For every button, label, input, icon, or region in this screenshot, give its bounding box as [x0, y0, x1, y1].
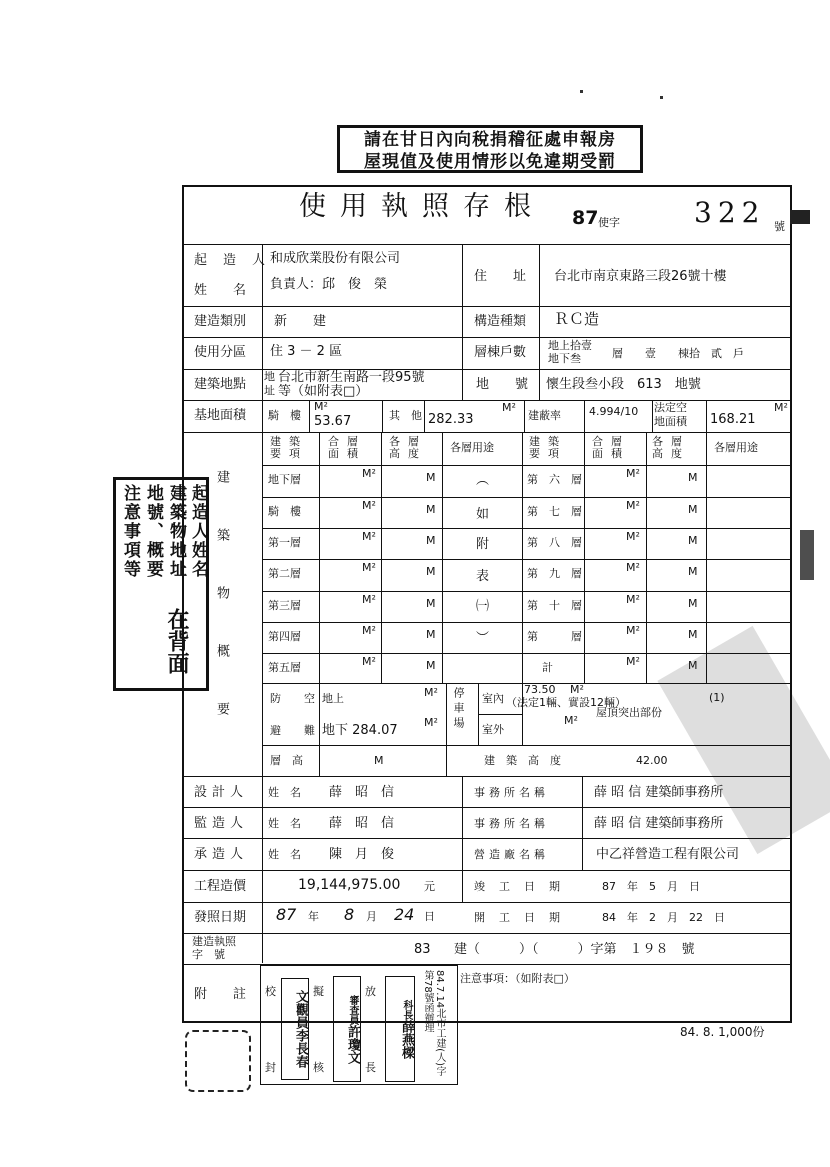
draft-label: 擬	[313, 985, 324, 998]
col-area-left: 合層面積	[328, 435, 366, 460]
unit-m2: M²	[362, 467, 376, 480]
issue-day-unit: 日	[424, 910, 435, 923]
parking-label: 停車場	[452, 687, 465, 732]
parking-note: （法定1輛、實設12輛）	[506, 696, 626, 709]
row-left-2: 第一層	[268, 536, 301, 549]
stamp-col-2: 建築物地址	[166, 484, 186, 579]
building-section-label: 建築物概要	[214, 470, 229, 760]
approval-seal-block	[260, 965, 458, 1085]
unit-m: M	[426, 503, 436, 516]
lot-value: 懷生段叁小段 613 地號	[546, 377, 701, 392]
unit-m2: M²	[570, 683, 584, 696]
build-type-label: 建造類別	[194, 314, 247, 329]
designer-name: 薛 昭 信	[329, 785, 395, 800]
open-space-label-1: 法定空	[654, 401, 687, 414]
other-value: 282.33	[428, 412, 474, 427]
unit-m2: M²	[362, 561, 376, 574]
roof-number: (1)	[709, 691, 725, 704]
roof-label: 屋頂突出部份	[596, 706, 662, 719]
floors-above: 地上拾壹	[548, 339, 592, 352]
applicant-name-label: 姓名	[194, 283, 273, 298]
coverage-value: 4.994/10	[589, 405, 639, 418]
chief-label: 長	[365, 1061, 376, 1074]
parking-outdoor-label: 室外	[482, 723, 504, 736]
open-space-value: 168.21	[710, 412, 756, 427]
permit-ref-text: 建（ ）（ ）字第 １９８ 號	[454, 942, 695, 957]
build-type-value: 新 建	[274, 314, 327, 329]
notice-line-2: 屋現值及使用情形以免違期受罰	[364, 152, 616, 172]
attach-side-note: 84.7.14北市工建(人)字第78號函辦理	[422, 970, 445, 1076]
building-height-label: 建 築 高 度	[484, 754, 561, 767]
applicant-label: 起造人	[194, 253, 282, 268]
unit-m2: M²	[626, 593, 640, 606]
lot-label: 地 號	[476, 377, 529, 392]
row-left-6: 第五層	[268, 661, 301, 674]
unit-m2: M²	[626, 499, 640, 512]
scan-noise	[800, 530, 814, 580]
permit-suffix: 號	[774, 220, 785, 233]
use-mark-5: ︶	[476, 631, 490, 646]
unit-m2: M²	[424, 716, 438, 729]
row-right-1: 第 七 層	[527, 505, 582, 518]
col-area-right: 合層面積	[592, 435, 630, 460]
contractor-name: 陳 月 俊	[329, 847, 395, 862]
seal-reviewer-name: 許瓊文	[345, 1024, 360, 1064]
unit-m2: M²	[362, 499, 376, 512]
site-prefix-2: 址	[264, 384, 275, 397]
row-left-5: 第四層	[268, 630, 301, 643]
use-mark-2: 附	[476, 537, 490, 552]
site-label: 建築地點	[194, 377, 247, 392]
issue-year-unit: 年	[308, 910, 319, 923]
use-mark-1: 如	[476, 507, 490, 522]
permit-label-1: 建造執照	[192, 935, 236, 948]
arcade-value: 53.67	[314, 414, 352, 429]
cost-unit: 元	[424, 880, 435, 893]
floors-rest: 層 壹 棟拾 貳 戶	[612, 347, 744, 360]
site-address-2: 等（如附表□）	[278, 384, 369, 399]
issue-day: 24	[394, 905, 415, 924]
cost-label: 工程造價	[194, 879, 247, 894]
start-date-value: 84 年 2 月 22 日	[602, 911, 725, 924]
unit-m: M	[688, 534, 698, 547]
contractor-office-label: 營造廠名稱	[474, 848, 549, 861]
seal-chief-title: 科長	[401, 999, 412, 1020]
unit-m2: M²	[626, 624, 640, 637]
open-space-unit: M²	[774, 401, 788, 414]
issue-date-label: 發照日期	[194, 910, 247, 925]
unit-m2: M²	[362, 655, 376, 668]
unit-m: M	[426, 534, 436, 547]
scan-mark	[580, 90, 583, 93]
unit-m2: M²	[626, 655, 640, 668]
building-height-value: 42.00	[636, 754, 668, 767]
structure-label: 構造種類	[474, 314, 527, 329]
shelter-label-2: 避 難	[270, 724, 321, 737]
issue-year: 87	[276, 905, 297, 924]
unit-m: M	[426, 471, 436, 484]
supervisor-name-label: 姓 名	[268, 817, 301, 830]
unit-m: M	[426, 659, 436, 672]
unit-m: M	[688, 628, 698, 641]
structure-value: ＲＣ造	[554, 310, 600, 328]
permit-char-label: 使字	[598, 216, 620, 229]
check-label: 校	[265, 985, 276, 998]
contractor-role: 承造人	[194, 847, 249, 862]
row-left-3: 第二層	[268, 567, 301, 580]
scan-noise	[790, 210, 810, 224]
col-use-left: 各層用途	[450, 441, 494, 454]
unit-m: M	[688, 471, 698, 484]
unit-m: M	[688, 659, 698, 672]
shelter-above: 地上	[322, 692, 344, 705]
unit-m: M	[688, 565, 698, 578]
contractor-name-label: 姓 名	[268, 848, 301, 861]
designer-office-label: 事務所名稱	[474, 786, 549, 799]
permit-label-2: 字 號	[192, 948, 225, 961]
supervisor-role: 監造人	[194, 816, 249, 831]
form-title: 使用執照存根	[299, 191, 545, 222]
permit-number: 322	[694, 196, 766, 229]
seal-label: 封	[265, 1061, 276, 1074]
unit-m: M	[426, 565, 436, 578]
scan-mark	[660, 96, 663, 99]
stamp-col-3: 地號、概要	[143, 484, 163, 579]
cost-value: 19,144,975.00	[298, 877, 401, 893]
zoning-label: 使用分區	[194, 345, 247, 360]
unit-m2: M²	[362, 624, 376, 637]
row-right-4: 第 十 層	[527, 599, 582, 612]
row-right-3: 第 九 層	[527, 567, 582, 580]
shelter-below: 地下 284.07	[322, 723, 398, 738]
parking-indoor-value: 73.50	[524, 683, 556, 696]
floor-height-label: 層 高	[270, 754, 303, 767]
permit-form	[182, 185, 792, 1023]
address-label: 住 址	[474, 269, 527, 284]
designer-office: 薛 昭 信 建築師事務所	[594, 785, 724, 800]
use-mark-4: ㈠	[476, 599, 490, 614]
col-use-right: 各層用途	[714, 441, 758, 454]
applicant-owner: 負責人：邱 俊 榮	[270, 277, 388, 292]
arcade-label: 騎 樓	[268, 409, 301, 422]
site-address-1: 台北市新生南路一段95號	[278, 370, 425, 385]
use-mark-3: 表	[476, 569, 490, 584]
unit-m2: M²	[362, 530, 376, 543]
shelter-label-1: 防 空	[270, 692, 321, 705]
supervisor-name: 薛 昭 信	[329, 816, 395, 831]
seal-chief	[385, 976, 415, 1082]
seal-reviewer-title: 審査員	[347, 994, 358, 1025]
col-height-right: 各層高度	[652, 435, 690, 460]
stamp-col-4: 注意事項等	[120, 484, 140, 579]
supervisor-office: 薛 昭 信 建築師事務所	[594, 816, 724, 831]
row-right-0: 第 六 層	[527, 473, 582, 486]
row-left-4: 第三層	[268, 599, 301, 612]
issue-month-unit: 月	[366, 910, 377, 923]
arcade-unit: M²	[314, 400, 328, 413]
unit-m2: M²	[626, 561, 640, 574]
zoning-value: 住 3 － 2 區	[270, 344, 343, 359]
row-left-1: 騎 樓	[268, 505, 301, 518]
unit-m: M	[688, 503, 698, 516]
designer-name-label: 姓 名	[268, 786, 301, 799]
applicant-company: 和成欣業股份有限公司	[270, 251, 401, 266]
other-label: 其 他	[389, 409, 422, 422]
floors-below: 地下叁	[548, 352, 581, 365]
unit-m2: M²	[564, 714, 578, 727]
row-right-total: 計	[542, 661, 553, 674]
floors-label: 層棟戶數	[474, 345, 527, 360]
applicant-address: 台北市南京東路三段26號十樓	[554, 269, 727, 284]
issue-month: 8	[344, 905, 355, 924]
stamp-back-note: 在背面	[164, 608, 190, 674]
contractor-office: 中乙祥營造工程有限公司	[596, 847, 740, 862]
permit-year: 87	[572, 207, 599, 229]
tax-notice-stamp	[337, 125, 643, 173]
round-seal	[185, 1030, 251, 1092]
use-mark-0: ︵	[476, 473, 490, 488]
completion-value: 87 年 5 月 日	[602, 880, 700, 893]
coverage-label: 建蔽率	[528, 409, 561, 422]
notice-line-1: 請在甘日內向稅捐稽征處申報房	[364, 130, 616, 150]
start-date-label: 開工日期	[474, 911, 574, 924]
permit-year-ref: 83	[414, 942, 431, 957]
unit-m2: M²	[362, 593, 376, 606]
unit-m: M	[426, 597, 436, 610]
seal-reviewer	[333, 976, 361, 1082]
supervisor-office-label: 事務所名稱	[474, 817, 549, 830]
col-height-left: 各層高度	[389, 435, 427, 460]
open-space-label-2: 地面積	[654, 415, 687, 428]
unit-m: M	[688, 597, 698, 610]
col-item-right: 建築要項	[529, 435, 567, 460]
parking-indoor-label: 室內	[482, 692, 504, 705]
other-unit: M²	[502, 401, 516, 414]
site-prefix-1: 地	[264, 370, 275, 383]
print-note: 84. 8. 1,000份	[680, 1025, 765, 1039]
approve-label: 核	[313, 1061, 324, 1074]
unit-m2: M²	[424, 686, 438, 699]
attach-notes: 注意事項：（如附表□）	[460, 972, 575, 985]
col-item-left: 建築要項	[270, 435, 308, 460]
seal-chief-name: 薛燕樑	[399, 1019, 414, 1059]
release-label: 放	[365, 985, 376, 998]
unit-m2: M²	[626, 530, 640, 543]
row-left-0: 地下層	[268, 473, 301, 486]
attach-label: 附 註	[194, 987, 247, 1002]
unit-m2: M²	[626, 467, 640, 480]
designer-role: 設計人	[194, 785, 249, 800]
stamp-col-1: 起造人姓名	[188, 484, 208, 579]
row-right-2: 第 八 層	[527, 536, 582, 549]
base-area-label: 基地面積	[194, 408, 247, 423]
row-right-5: 第 層	[527, 630, 582, 643]
unit-m: M	[426, 628, 436, 641]
completion-label: 竣工日期	[474, 880, 574, 893]
seal-clerk: 文觀員李長春	[281, 978, 309, 1080]
unit-m: M	[374, 754, 384, 767]
